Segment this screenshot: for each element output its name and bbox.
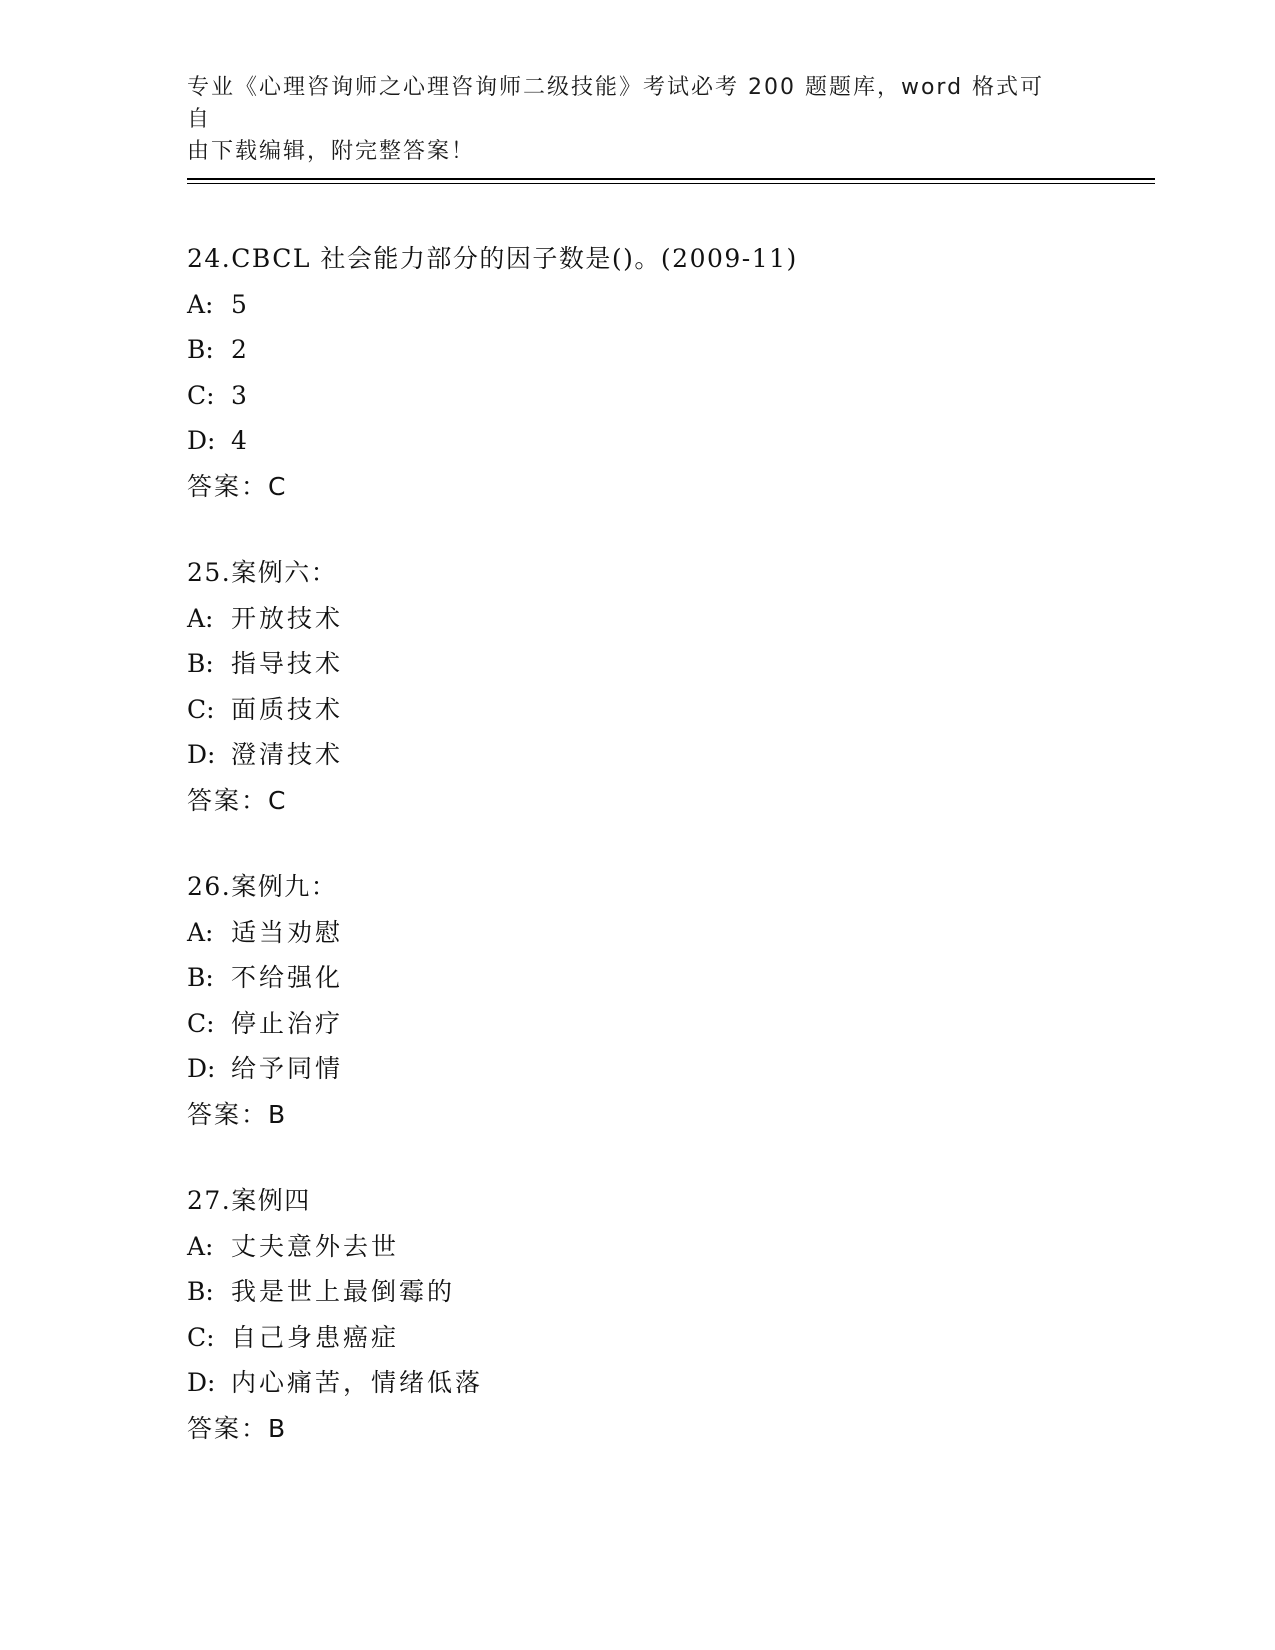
option-text: 4 — [231, 426, 250, 455]
option-key: D: — [187, 1368, 216, 1397]
option-text: 给予同情 — [231, 1054, 344, 1083]
answer-line: 答案：C — [187, 471, 288, 501]
option-b — [187, 641, 1147, 687]
option-text: 丈夫意外去世 — [231, 1231, 400, 1261]
option-key: B: — [187, 963, 214, 992]
option-text: 面质技术 — [231, 694, 344, 724]
question-25 — [187, 550, 1147, 823]
option-text: 5 — [231, 289, 250, 319]
option-key: C: — [187, 694, 215, 724]
option-text: 2 — [231, 335, 250, 364]
option-key: A: — [187, 289, 214, 319]
answer-line: 答案：B — [187, 1413, 288, 1443]
question-stem: 26.案例九： — [187, 872, 338, 901]
question-list — [187, 236, 1147, 1492]
option-c — [187, 687, 1147, 733]
option-text: 停止治疗 — [231, 1008, 344, 1038]
option-d — [187, 1046, 1147, 1092]
option-text: 自己身患癌症 — [231, 1322, 400, 1352]
header-divider-thin — [187, 183, 1155, 184]
option-a — [187, 596, 1147, 642]
option-c — [187, 1315, 1147, 1361]
option-b — [187, 327, 1147, 373]
option-key: A: — [187, 1231, 214, 1261]
option-text: 适当劝慰 — [231, 917, 344, 947]
option-text: 指导技术 — [231, 649, 344, 678]
header-line-1: 专业《心理咨询师之心理咨询师二级技能》考试必考 200 题题库，word 格式可自 — [187, 75, 1045, 132]
option-b — [187, 955, 1147, 1001]
option-c — [187, 373, 1147, 419]
option-d — [187, 418, 1147, 464]
option-text: 内心痛苦，情绪低落 — [231, 1368, 484, 1397]
option-key: D: — [187, 1054, 216, 1083]
option-a — [187, 910, 1147, 956]
question-stem: 27.案例四 — [187, 1186, 311, 1215]
option-key: B: — [187, 1277, 214, 1306]
option-a — [187, 282, 1147, 328]
option-d — [187, 732, 1147, 778]
option-b — [187, 1269, 1147, 1315]
document-header — [187, 72, 1067, 168]
answer-line: 答案：C — [187, 785, 288, 815]
option-text: 不给强化 — [231, 963, 344, 992]
header-divider-thick — [187, 178, 1155, 180]
option-key: A: — [187, 603, 214, 633]
question-24 — [187, 236, 1147, 509]
option-d — [187, 1360, 1147, 1406]
option-key: C: — [187, 1008, 215, 1038]
option-text: 开放技术 — [231, 603, 344, 633]
option-text: 我是世上最倒霉的 — [231, 1277, 456, 1306]
option-text: 3 — [231, 380, 250, 410]
question-stem: 24.CBCL 社会能力部分的因子数是()。(2009-11) — [187, 244, 798, 273]
option-key: D: — [187, 740, 216, 769]
option-key: C: — [187, 1322, 215, 1352]
option-c — [187, 1001, 1147, 1047]
question-27 — [187, 1178, 1147, 1451]
header-line-2: 由下载编辑，附完整答案！ — [187, 139, 476, 164]
option-key: D: — [187, 426, 216, 455]
option-a — [187, 1224, 1147, 1270]
question-stem: 25.案例六： — [187, 558, 338, 587]
option-key: B: — [187, 335, 214, 364]
answer-line: 答案：B — [187, 1099, 288, 1129]
option-key: B: — [187, 649, 214, 678]
option-key: A: — [187, 917, 214, 947]
option-text: 澄清技术 — [231, 740, 344, 769]
question-26 — [187, 864, 1147, 1137]
option-key: C: — [187, 380, 215, 410]
